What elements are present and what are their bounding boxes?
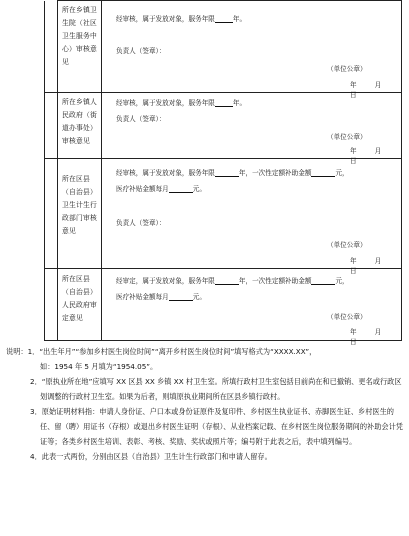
seal-label: （单位公章） [327,133,367,141]
date-line: 年 月日 [350,257,382,275]
subsidy-statement: 医疗补贴金额每月 元。 [116,293,206,301]
seal-label: （单位公章） [327,65,367,73]
notes-section [6,344,404,464]
monthly-subsidy-blank[interactable] [169,184,193,193]
monthly-subsidy-blank[interactable] [169,292,193,301]
approval-form-table [44,0,402,346]
seal-label: （单位公章） [327,313,367,321]
row-label: 所在区县（自治县）卫生计生行政部门审核意见 [62,175,97,235]
signature-label: 负责人（签章）： [116,115,166,123]
blank-cell [45,1,58,93]
years-blank[interactable] [215,168,239,177]
signature-label: 负责人（签章）： [116,219,166,227]
date-line: 年 月日 [350,81,382,99]
row-county-government [45,269,402,341]
note-1-example: 如：1954 年 5 月填为“1954.05”。 [40,362,158,371]
date-line: 年 月日 [350,147,382,165]
row-township-government [45,93,402,159]
blank-cell [45,269,58,341]
row-township-health-center [45,1,402,93]
subsidy-statement: 医疗补贴金额每月 元。 [116,185,206,193]
years-blank[interactable] [215,98,233,107]
lump-sum-blank[interactable] [311,276,335,285]
approval-statement: 经审定，属于发放对象，服务年限 年，一次性定额补助金额 元， [116,277,349,285]
row-county-health-department [45,159,402,269]
review-statement: 经审核，属于发放对象，服务年限 年。 [116,15,247,23]
note-4: 4．此表一式两份，分别由区县（自治县）卫生计生行政部门和申请人留存。 [30,452,272,461]
row-label: 所在区县（自治县）人民政府审定意见 [62,275,97,322]
note-3: 3．原始证明材料指：申请人身份证、户口本或身份证原件及复印件、乡村医生执业证书、赤脚医生证、乡村医生的任、留（聘）用证书（存根）或退出乡村医生证明（存根）、从业档案记载、在乡村医生岗位服务期间的补助会计凭证等；各类乡村医生培训、表彰、考核、奖励、奖状或照片等；编号附于此表之后，表中填列编号。 [30,407,403,446]
note-2: 2．“原执业所在地”应填写 XX 区县 XX 乡镇 XX 村卫生室。所填行政村卫生室包括目前尚在和已撤销、更名或行政区划调整的行政村卫生室。如果为后者，则填原执业期间所在区县乡镇行政村。 [30,377,402,401]
date-line: 年 月日 [350,328,382,346]
years-blank[interactable] [215,14,233,23]
blank-cell [45,93,58,159]
lump-sum-blank[interactable] [311,168,335,177]
review-statement: 经审核，属于发放对象，服务年限 年，一次性定额补助金额 元， [116,169,349,177]
years-blank[interactable] [215,276,239,285]
row-label: 所在乡镇人民政府（街道办事处）审核意见 [62,98,97,145]
blank-cell [45,159,58,269]
note-1: 说明：1．“出生年月”“参加乡村医生岗位时间”“离开乡村医生岗位时间”填写格式为“XXXX.XX”， [6,347,317,356]
seal-label: （单位公章） [327,241,367,249]
signature-label: 负责人（签章）： [116,47,166,55]
review-statement: 经审核，属于发放对象，服务年限 年。 [116,99,247,107]
row-label: 所在乡镇卫生院（社区卫生服务中心）审核意见 [62,6,97,66]
